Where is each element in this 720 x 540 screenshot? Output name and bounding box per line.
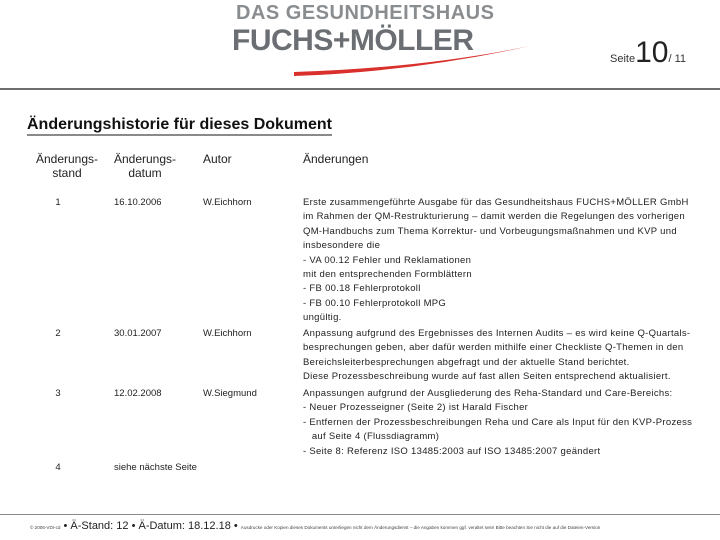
change-line: - FB 00.10 Fehlerprotokoll MPG	[303, 297, 447, 309]
change-line: besprechungen geben, aber dafür werden mithilfe einer Checkliste Q-Themen in den	[303, 342, 684, 354]
page-total: / 11	[668, 53, 686, 65]
footer-notice: Ausdrucke oder Kopien dieses Dokuments unterliegen nicht dem Änderungsdienst – die Angaben kommen ggf. veraltet sein! Bitte beachten Sie nicht die auf die Dateien-Version	[240, 525, 601, 530]
row-2-stand: 2	[55, 328, 61, 339]
row-4-stand: 4	[55, 462, 61, 473]
change-line: mit den entsprechenden Formblättern	[303, 269, 472, 281]
change-line: Diese Prozessbeschreibung wurde auf fast allen Seiten entsprechend aktualisiert.	[303, 371, 671, 383]
change-line: Anpassungen aufgrund der Ausgliederung des Reha-Standard und Care-Bereichs:	[303, 388, 673, 399]
column-header-datum: Änderungs- datum	[113, 152, 177, 180]
row-4-datum: siehe nächste Seite	[114, 462, 197, 473]
row-2-autor: W.Eichhorn	[203, 328, 252, 339]
logo-swoosh-icon	[292, 42, 532, 78]
change-line: - VA 00.12 Fehler und Reklamationen	[303, 254, 472, 266]
column-header-stand: Änderungs- stand	[35, 152, 99, 180]
change-line: - Entfernen der Prozessbeschreibungen Reha und Care als Input für den KVP-Prozess	[303, 416, 693, 428]
change-line: - Neuer Prozesseigner (Seite 2) ist Harald Fischer	[303, 402, 529, 414]
column-header-autor: Autor	[203, 152, 232, 166]
change-line: - FB 00.18 Fehlerprotokoll	[303, 283, 421, 295]
change-line: ungültig.	[303, 312, 342, 324]
logo-line-2: FUCHS+MÖLLER	[232, 24, 474, 57]
change-line: im Rahmen der QM-Restrukturierung – damit werden die Regelungen des vorherigen	[303, 211, 685, 223]
page-label: Seite	[610, 53, 636, 65]
footer-stand: • Ä-Stand: 12 • Ä-Datum: 18.12.18 •	[63, 520, 238, 532]
header-divider	[0, 88, 720, 90]
page-number	[610, 36, 686, 70]
change-line: auf Seite 4 (Flussdiagramm)	[303, 431, 440, 443]
row-1-autor: W.Eichhorn	[203, 197, 252, 208]
footer-divider	[0, 514, 720, 515]
row-3-datum: 12.02.2008	[114, 388, 162, 399]
row-2-changes	[303, 327, 691, 385]
change-line: Anpassung aufgrund des Ergebnisses des Internen Audits – es wird keine Q-Quartals-	[303, 328, 691, 339]
change-line: Bereichsleiterbesprechungen abgefragt und der aktuelle Stand berichtet.	[303, 356, 630, 368]
change-line: insbesondere die	[303, 240, 381, 252]
row-1-datum: 16.10.2006	[114, 197, 162, 208]
row-2-datum: 30.01.2007	[114, 328, 162, 339]
company-logo	[232, 2, 502, 80]
row-1-stand: 1	[55, 197, 61, 208]
page-title: Änderungshistorie für dieses Dokument	[27, 116, 332, 133]
row-3-changes	[303, 387, 693, 459]
change-line: Erste zusammengeführte Ausgabe für das Gesundheitshaus FUCHS+MÖLLER GmbH	[303, 197, 689, 208]
footer-copyright: © 2006-VDI-cd	[30, 525, 61, 530]
row-1-changes	[303, 196, 689, 326]
page-footer	[30, 520, 600, 532]
row-3-stand: 3	[55, 388, 61, 399]
page-current: 10	[635, 36, 669, 69]
change-line: QM-Handbuchs zum Thema Korrektur- und Vorbeugungsmaßnahmen und KVP und	[303, 225, 677, 237]
row-3-autor: W.Siegmund	[203, 388, 257, 399]
logo-line-1: DAS GESUNDHEITSHAUS	[236, 2, 495, 24]
change-line: - Seite 8: Referenz ISO 13485:2003 auf ISO 13485:2007 geändert	[303, 445, 601, 457]
column-header-aenderungen: Änderungen	[303, 152, 369, 166]
